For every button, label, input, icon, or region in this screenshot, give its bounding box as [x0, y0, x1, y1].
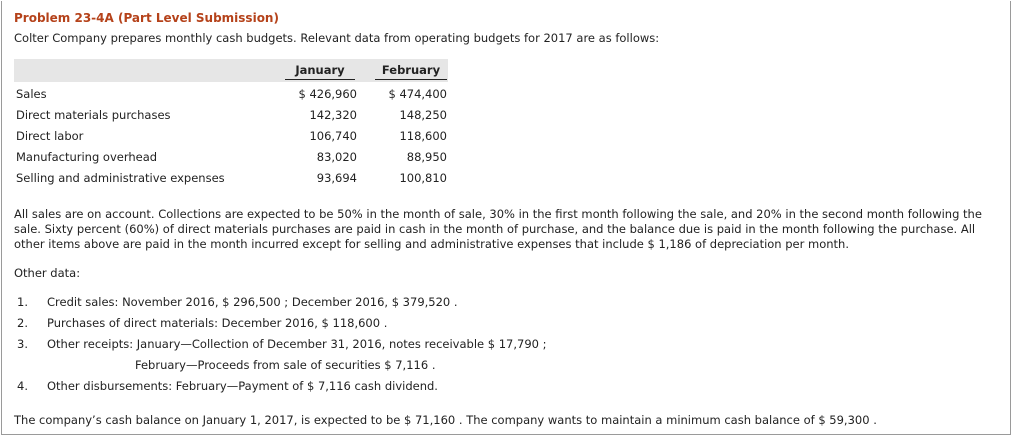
cell-direct-labor-january: 106,740: [309, 129, 357, 143]
other-data-heading: Other data:: [14, 266, 81, 280]
cell-direct-materials-january: 142,320: [309, 108, 357, 122]
cell-selling-admin-january: 93,694: [316, 171, 357, 185]
row-label-direct-materials: Direct materials purchases: [16, 108, 171, 122]
cell-selling-admin-february: 100,810: [399, 171, 447, 185]
paragraph-line: sale. Sixty percent (60%) of direct materials purchases are paid in cash in the month of purchase, and the balance due is paid in the month following the purchase. All: [14, 222, 976, 236]
list-item-other-receipts-continued: February—Proceeds from sale of securities $ 7,116 .: [135, 358, 436, 372]
list-number: 2.: [17, 316, 28, 330]
row-label-direct-labor: Direct labor: [16, 129, 84, 143]
row-label-sales: Sales: [16, 87, 47, 101]
problem-panel: [1, 1, 1011, 435]
cell-direct-labor-february: 118,600: [399, 129, 447, 143]
column-header-january: January: [285, 63, 355, 80]
list-number: 4.: [17, 379, 28, 393]
list-item-credit-sales: Credit sales: November 2016, $ 296,500 ; December 2016, $ 379,520 .: [47, 295, 458, 309]
collection-terms-paragraph: [14, 207, 1004, 252]
list-number: 3.: [17, 337, 28, 351]
cash-balance-statement: The company’s cash balance on January 1, 2017, is expected to be $ 71,160 . The company wants to maintain a minimum cash balance of $ 59,300 .: [14, 413, 877, 427]
list-number: 1.: [17, 295, 28, 309]
list-item-purchases: Purchases of direct materials: December 2016, $ 118,600 .: [47, 316, 388, 330]
row-label-manufacturing-overhead: Manufacturing overhead: [16, 150, 158, 164]
paragraph-line: All sales are on account. Collections are expected to be 50% in the month of sale, 30% in the first month following the sale, and 20% in the second month following the: [14, 207, 982, 221]
cell-manufacturing-overhead-february: 88,950: [406, 150, 447, 164]
paragraph-line: other items above are paid in the month incurred except for selling and administrative expenses that include $ 1,186 of depreciation per month.: [14, 237, 849, 251]
list-item-other-receipts: Other receipts: January—Collection of December 31, 2016, notes receivable $ 17,790 ;: [47, 337, 547, 351]
list-item-other-disbursements: Other disbursements: February—Payment of $ 7,116 cash dividend.: [47, 379, 438, 393]
problem-intro: Colter Company prepares monthly cash budgets. Relevant data from operating budgets for 2017 are as follows:: [14, 31, 660, 45]
column-header-february: February: [375, 63, 447, 80]
cell-sales-january: $ 426,960: [298, 87, 357, 101]
cell-direct-materials-february: 148,250: [399, 108, 447, 122]
problem-title: Problem 23-4A (Part Level Submission): [14, 11, 279, 25]
cell-manufacturing-overhead-january: 83,020: [316, 150, 357, 164]
cell-sales-february: $ 474,400: [388, 87, 447, 101]
row-label-selling-admin: Selling and administrative expenses: [16, 171, 225, 185]
